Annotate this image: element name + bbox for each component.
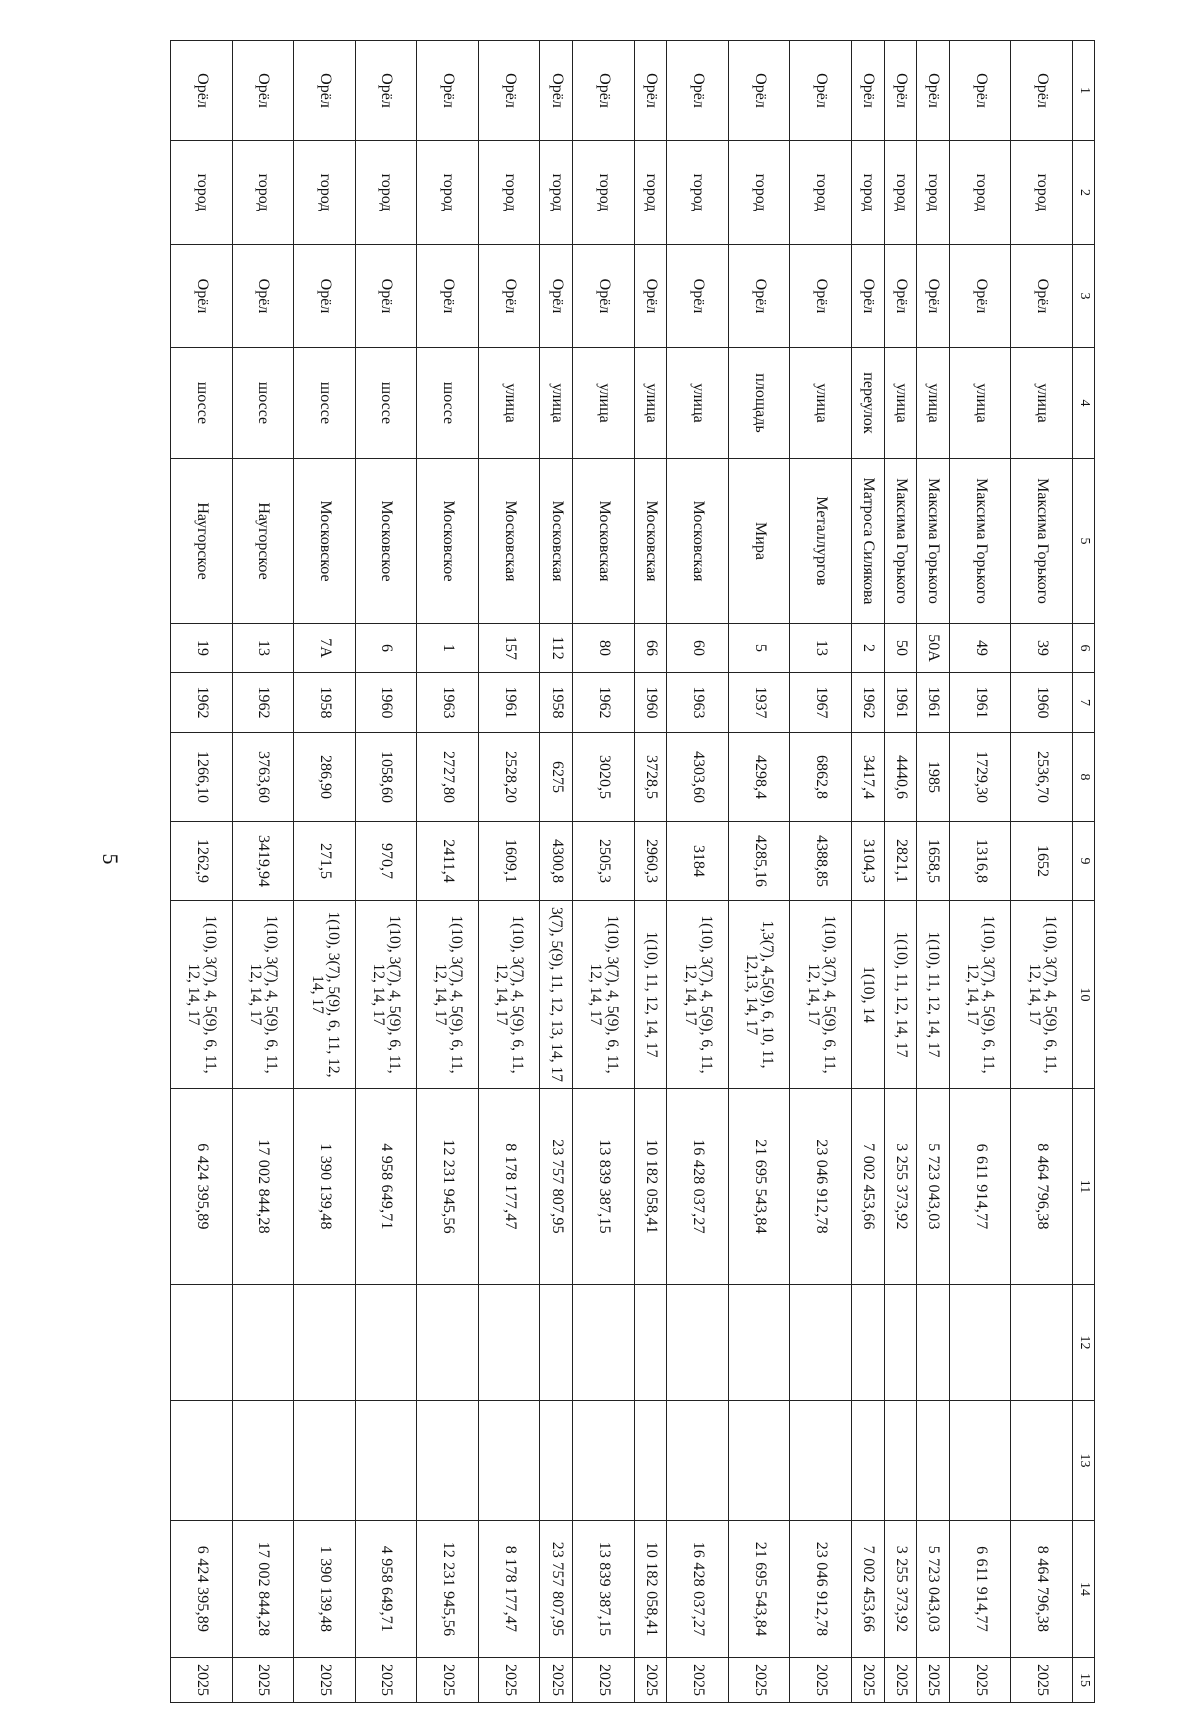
table-cell-col-9: 2960,3 (634, 822, 667, 901)
table-cell-col-13 (851, 1401, 884, 1521)
table-cell-col-14: 16 428 037,27 (667, 1521, 729, 1658)
table-cell-col-8: 4303,60 (667, 733, 729, 822)
table-cell-col-10: 1(10), 3(7), 5(9), 6, 11, 12, 14, 17 (294, 901, 356, 1089)
table-cell-col-2: город (634, 141, 667, 245)
table-cell-col-1: Орёл (1011, 41, 1073, 141)
table-cell-col-11: 5 723 043,03 (917, 1089, 950, 1285)
table-cell-col-3: Орёл (634, 245, 667, 348)
table-cell-col-11: 4 958 649,71 (355, 1089, 417, 1285)
table-cell-col-4: шоссе (171, 348, 233, 459)
table-cell-col-5: Московская (667, 459, 729, 624)
table-cell-col-7: 1962 (171, 673, 233, 733)
table-cell-col-7: 1963 (667, 673, 729, 733)
table-cell-col-4: шоссе (355, 348, 417, 459)
table-cell-col-8: 3020,5 (573, 733, 635, 822)
table-cell-col-2: город (949, 141, 1011, 245)
table-row (573, 41, 635, 1703)
table-cell-col-15: 2025 (232, 1658, 294, 1703)
table-cell-col-2: город (232, 141, 294, 245)
table-cell-col-4: шоссе (294, 348, 356, 459)
table-cell-col-9: 3184 (667, 822, 729, 901)
table-cell-col-2: город (667, 141, 729, 245)
table-cell-col-2: город (171, 141, 233, 245)
table-row (232, 41, 294, 1703)
table-cell-col-1: Орёл (851, 41, 884, 141)
table-cell-col-9: 1316,8 (949, 822, 1011, 901)
table-cell-col-11: 8 464 796,38 (1011, 1089, 1073, 1285)
table-cell-col-9: 2411,4 (417, 822, 479, 901)
table-cell-col-5: Металлургов (790, 459, 852, 624)
table-cell-col-14: 23 046 912,78 (790, 1521, 852, 1658)
table-cell-col-6: 7А (294, 624, 356, 673)
table-cell-col-5: Мира (728, 459, 790, 624)
table-cell-col-2: город (355, 141, 417, 245)
table-cell-col-8: 2536,70 (1011, 733, 1073, 822)
table-cell-col-10: 1,3(7), 4,5(9), 6, 10, 11, 12,13, 14, 17 (728, 901, 790, 1089)
table-cell-col-7: 1962 (851, 673, 884, 733)
table-cell-col-8: 3728,5 (634, 733, 667, 822)
table-cell-col-9: 970,7 (355, 822, 417, 901)
table-cell-col-7: 1961 (478, 673, 540, 733)
table-cell-col-9: 4388,85 (790, 822, 852, 901)
table-row (851, 41, 884, 1703)
table-cell-col-8: 3763,60 (232, 733, 294, 822)
table-cell-col-8: 2727,80 (417, 733, 479, 822)
table-cell-col-7: 1958 (294, 673, 356, 733)
table-row (634, 41, 667, 1703)
table-cell-col-1: Орёл (667, 41, 729, 141)
table-cell-col-12 (917, 1285, 950, 1401)
table-cell-col-4: улица (917, 348, 950, 459)
table-cell-col-5: Максима Горького (1011, 459, 1073, 624)
table-cell-col-14: 7 002 453,66 (851, 1521, 884, 1658)
table-cell-col-15: 2025 (540, 1658, 573, 1703)
table-cell-col-15: 2025 (851, 1658, 884, 1703)
table-cell-col-15: 2025 (294, 1658, 356, 1703)
table-cell-col-1: Орёл (355, 41, 417, 141)
table-cell-col-3: Орёл (573, 245, 635, 348)
table-cell-col-6: 112 (540, 624, 573, 673)
table-cell-col-2: город (884, 141, 917, 245)
table-cell-col-8: 4298,4 (728, 733, 790, 822)
table-cell-col-11: 7 002 453,66 (851, 1089, 884, 1285)
table-cell-col-11: 8 178 177,47 (478, 1089, 540, 1285)
table-cell-col-5: Московская (573, 459, 635, 624)
table-cell-col-9: 4285,16 (728, 822, 790, 901)
table-cell-col-3: Орёл (790, 245, 852, 348)
table-cell-col-3: Орёл (917, 245, 950, 348)
table-cell-col-2: город (540, 141, 573, 245)
table-cell-col-6: 49 (949, 624, 1011, 673)
table-cell-col-14: 4 958 649,71 (355, 1521, 417, 1658)
table-cell-col-13 (1011, 1401, 1073, 1521)
table-cell-col-9: 4300,8 (540, 822, 573, 901)
table-cell-col-12 (851, 1285, 884, 1401)
column-number-14: 14 (1073, 1521, 1095, 1658)
table-cell-col-3: Орёл (728, 245, 790, 348)
table-cell-col-3: Орёл (294, 245, 356, 348)
table-cell-col-6: 1 (417, 624, 479, 673)
table-cell-col-14: 8 464 796,38 (1011, 1521, 1073, 1658)
table-cell-col-8: 3417,4 (851, 733, 884, 822)
table-cell-col-2: город (417, 141, 479, 245)
table-cell-col-4: улица (1011, 348, 1073, 459)
table-cell-col-10: 1(10), 3(7), 4, 5(9), 6, 11, 12, 14, 17 (355, 901, 417, 1089)
table-cell-col-2: город (478, 141, 540, 245)
table-cell-col-13 (417, 1401, 479, 1521)
table-row (728, 41, 790, 1703)
table-cell-col-11: 23 757 807,95 (540, 1089, 573, 1285)
table-cell-col-10: 1(10), 3(7), 4, 5(9), 6, 11, 12, 14, 17 (1011, 901, 1073, 1089)
table-cell-col-3: Орёл (478, 245, 540, 348)
table-cell-col-2: город (573, 141, 635, 245)
table-cell-col-8: 1058,60 (355, 733, 417, 822)
table-cell-col-9: 1652 (1011, 822, 1073, 901)
table-cell-col-15: 2025 (790, 1658, 852, 1703)
table-cell-col-7: 1960 (355, 673, 417, 733)
table-cell-col-4: улица (478, 348, 540, 459)
table-cell-col-11: 21 695 543,84 (728, 1089, 790, 1285)
table-cell-col-8: 6275 (540, 733, 573, 822)
table-cell-col-11: 13 839 387,15 (573, 1089, 635, 1285)
table-cell-col-9: 271,5 (294, 822, 356, 901)
table-cell-col-3: Орёл (851, 245, 884, 348)
table-cell-col-1: Орёл (917, 41, 950, 141)
table-cell-col-4: улица (634, 348, 667, 459)
table-cell-col-14: 6 424 395,89 (171, 1521, 233, 1658)
table-cell-col-15: 2025 (634, 1658, 667, 1703)
table-cell-col-14: 17 002 844,28 (232, 1521, 294, 1658)
table-cell-col-8: 1729,30 (949, 733, 1011, 822)
table-cell-col-4: переулок (851, 348, 884, 459)
table-cell-col-10: 1(10), 3(7), 4, 5(9), 6, 11, 12, 14, 17 (232, 901, 294, 1089)
table-cell-col-14: 12 231 945,56 (417, 1521, 479, 1658)
table-cell-col-12 (1011, 1285, 1073, 1401)
table-cell-col-10: 1(10), 3(7), 4, 5(9), 6, 11, 12, 14, 17 (573, 901, 635, 1089)
table-cell-col-2: город (790, 141, 852, 245)
column-number-9: 9 (1073, 822, 1095, 901)
table-cell-col-4: улица (949, 348, 1011, 459)
table-cell-col-15: 2025 (728, 1658, 790, 1703)
table-cell-col-9: 1658,5 (917, 822, 950, 901)
page-number: 5 (98, 853, 123, 865)
table-cell-col-6: 50 (884, 624, 917, 673)
table-cell-col-1: Орёл (478, 41, 540, 141)
table-cell-col-10: 1(10), 3(7), 4, 5(9), 6, 11, 12, 14, 17 (949, 901, 1011, 1089)
table-cell-col-3: Орёл (171, 245, 233, 348)
table-cell-col-4: улица (667, 348, 729, 459)
table-cell-col-5: Наугорское (171, 459, 233, 624)
table-cell-col-15: 2025 (478, 1658, 540, 1703)
table-cell-col-1: Орёл (728, 41, 790, 141)
table-row (355, 41, 417, 1703)
table-cell-col-13 (884, 1401, 917, 1521)
table-cell-col-13 (294, 1401, 356, 1521)
table-cell-col-1: Орёл (634, 41, 667, 141)
table-cell-col-9: 1609,1 (478, 822, 540, 901)
table-cell-col-15: 2025 (355, 1658, 417, 1703)
table-cell-col-13 (667, 1401, 729, 1521)
table-cell-col-3: Орёл (540, 245, 573, 348)
table-row (667, 41, 729, 1703)
table-cell-col-12 (949, 1285, 1011, 1401)
table-cell-col-1: Орёл (232, 41, 294, 141)
column-number-6: 6 (1073, 624, 1095, 673)
column-number-3: 3 (1073, 245, 1095, 348)
table-cell-col-9: 2505,3 (573, 822, 635, 901)
table-cell-col-7: 1961 (949, 673, 1011, 733)
table-cell-col-15: 2025 (573, 1658, 635, 1703)
table-cell-col-12 (634, 1285, 667, 1401)
column-number-2: 2 (1073, 141, 1095, 245)
table-row (478, 41, 540, 1703)
table-cell-col-15: 2025 (1011, 1658, 1073, 1703)
table-cell-col-1: Орёл (294, 41, 356, 141)
table-cell-col-10: 1(10), 3(7), 4, 5(9), 6, 11, 12, 14, 17 (417, 901, 479, 1089)
table-cell-col-13 (917, 1401, 950, 1521)
table-body (171, 41, 1073, 1703)
table-cell-col-7: 1960 (634, 673, 667, 733)
table-cell-col-13 (478, 1401, 540, 1521)
table-cell-col-6: 60 (667, 624, 729, 673)
table-cell-col-5: Московское (294, 459, 356, 624)
table-cell-col-7: 1961 (917, 673, 950, 733)
table-cell-col-10: 1(10), 3(7), 4, 5(9), 6, 11, 12, 14, 17 (667, 901, 729, 1089)
table-cell-col-8: 4440,6 (884, 733, 917, 822)
table-cell-col-6: 2 (851, 624, 884, 673)
table-cell-col-10: 1(10), 3(7), 4, 5(9), 6, 11, 12, 14, 17 (478, 901, 540, 1089)
table-cell-col-6: 13 (790, 624, 852, 673)
table-cell-col-1: Орёл (949, 41, 1011, 141)
table-cell-col-6: 50А (917, 624, 950, 673)
table-cell-col-13 (171, 1401, 233, 1521)
table-cell-col-5: Максима Горького (917, 459, 950, 624)
table-cell-col-11: 6 424 395,89 (171, 1089, 233, 1285)
table-row (540, 41, 573, 1703)
table-row (917, 41, 950, 1703)
capital-repair-table (170, 40, 1095, 1703)
table-cell-col-5: Московское (355, 459, 417, 624)
column-number-4: 4 (1073, 348, 1095, 459)
table-cell-col-8: 6862,8 (790, 733, 852, 822)
table-cell-col-12 (884, 1285, 917, 1401)
table-cell-col-9: 3104,3 (851, 822, 884, 901)
table-row (884, 41, 917, 1703)
table-cell-col-12 (728, 1285, 790, 1401)
table-cell-col-10: 3(7), 5(9), 11, 12, 13, 14, 17 (540, 901, 573, 1089)
table-cell-col-5: Матроса Силякова (851, 459, 884, 624)
table-cell-col-6: 5 (728, 624, 790, 673)
table-cell-col-11: 10 182 058,41 (634, 1089, 667, 1285)
table-row (949, 41, 1011, 1703)
table-cell-col-15: 2025 (949, 1658, 1011, 1703)
table-cell-col-2: город (728, 141, 790, 245)
column-number-10: 10 (1073, 901, 1095, 1089)
table-cell-col-5: Наугорское (232, 459, 294, 624)
table-cell-col-14: 6 611 914,77 (949, 1521, 1011, 1658)
table-cell-col-6: 19 (171, 624, 233, 673)
table-cell-col-7: 1937 (728, 673, 790, 733)
table-cell-col-8: 2528,20 (478, 733, 540, 822)
table-cell-col-3: Орёл (884, 245, 917, 348)
table-cell-col-12 (294, 1285, 356, 1401)
table-cell-col-4: улица (540, 348, 573, 459)
column-number-8: 8 (1073, 733, 1095, 822)
table-cell-col-7: 1960 (1011, 673, 1073, 733)
table-cell-col-14: 21 695 543,84 (728, 1521, 790, 1658)
table-cell-col-14: 13 839 387,15 (573, 1521, 635, 1658)
table-row (1011, 41, 1073, 1703)
table-row (790, 41, 852, 1703)
table-cell-col-5: Московское (417, 459, 479, 624)
table-cell-col-6: 66 (634, 624, 667, 673)
table-cell-col-12 (355, 1285, 417, 1401)
table-cell-col-12 (478, 1285, 540, 1401)
table-cell-col-12 (232, 1285, 294, 1401)
table-cell-col-1: Орёл (573, 41, 635, 141)
table-cell-col-13 (634, 1401, 667, 1521)
table-cell-col-6: 80 (573, 624, 635, 673)
table-cell-col-14: 10 182 058,41 (634, 1521, 667, 1658)
table-cell-col-4: улица (884, 348, 917, 459)
table-cell-col-12 (573, 1285, 635, 1401)
table-cell-col-4: шоссе (232, 348, 294, 459)
table-cell-col-7: 1963 (417, 673, 479, 733)
table-cell-col-9: 3419,94 (232, 822, 294, 901)
table-cell-col-2: город (1011, 141, 1073, 245)
table-cell-col-3: Орёл (667, 245, 729, 348)
table-cell-col-12 (790, 1285, 852, 1401)
table-cell-col-3: Орёл (417, 245, 479, 348)
table-cell-col-11: 23 046 912,78 (790, 1089, 852, 1285)
table-cell-col-1: Орёл (540, 41, 573, 141)
table-cell-col-7: 1962 (573, 673, 635, 733)
table-cell-col-15: 2025 (171, 1658, 233, 1703)
table-cell-col-14: 3 255 373,92 (884, 1521, 917, 1658)
table-cell-col-8: 1985 (917, 733, 950, 822)
column-number-7: 7 (1073, 673, 1095, 733)
table-cell-col-4: улица (573, 348, 635, 459)
table-cell-col-13 (232, 1401, 294, 1521)
column-number-1: 1 (1073, 41, 1095, 141)
column-number-13: 13 (1073, 1401, 1095, 1521)
table-cell-col-3: Орёл (232, 245, 294, 348)
table-cell-col-5: Московская (478, 459, 540, 624)
table-cell-col-3: Орёл (355, 245, 417, 348)
table-cell-col-1: Орёл (417, 41, 479, 141)
table-cell-col-1: Орёл (884, 41, 917, 141)
table-cell-col-10: 1(10), 11, 12, 14, 17 (884, 901, 917, 1089)
column-number-5: 5 (1073, 459, 1095, 624)
rotated-table-frame (170, 40, 1095, 1696)
table-cell-col-11: 17 002 844,28 (232, 1089, 294, 1285)
table-cell-col-11: 6 611 914,77 (949, 1089, 1011, 1285)
table-cell-col-14: 23 757 807,95 (540, 1521, 573, 1658)
table-cell-col-9: 2821,1 (884, 822, 917, 901)
table-cell-col-8: 286,90 (294, 733, 356, 822)
table-cell-col-5: Максима Горького (884, 459, 917, 624)
table-cell-col-7: 1958 (540, 673, 573, 733)
table-cell-col-10: 1(10), 11, 12, 14, 17 (917, 901, 950, 1089)
table-cell-col-13 (949, 1401, 1011, 1521)
column-number-11: 11 (1073, 1089, 1095, 1285)
table-cell-col-12 (667, 1285, 729, 1401)
column-number-row (1073, 41, 1095, 1703)
table-cell-col-12 (540, 1285, 573, 1401)
table-cell-col-3: Орёл (1011, 245, 1073, 348)
table-cell-col-6: 157 (478, 624, 540, 673)
table-cell-col-10: 1(10), 3(7), 4, 5(9), 6, 11, 12, 14, 17 (171, 901, 233, 1089)
table-cell-col-14: 5 723 043,03 (917, 1521, 950, 1658)
table-cell-col-11: 1 390 139,48 (294, 1089, 356, 1285)
table-cell-col-15: 2025 (917, 1658, 950, 1703)
table-cell-col-1: Орёл (790, 41, 852, 141)
table-cell-col-7: 1962 (232, 673, 294, 733)
table-cell-col-2: город (917, 141, 950, 245)
table-cell-col-13 (728, 1401, 790, 1521)
table-cell-col-10: 1(10), 3(7), 4, 5(9), 6, 11, 12, 14, 17 (790, 901, 852, 1089)
table-cell-col-10: 1(10), 11, 12, 14, 17 (634, 901, 667, 1089)
table-cell-col-11: 16 428 037,27 (667, 1089, 729, 1285)
table-cell-col-13 (355, 1401, 417, 1521)
table-cell-col-6: 13 (232, 624, 294, 673)
table-cell-col-12 (171, 1285, 233, 1401)
table-cell-col-6: 39 (1011, 624, 1073, 673)
table-cell-col-4: улица (790, 348, 852, 459)
column-number-12: 12 (1073, 1285, 1095, 1401)
table-cell-col-5: Московская (634, 459, 667, 624)
table-cell-col-3: Орёл (949, 245, 1011, 348)
table-cell-col-10: 1(10), 14 (851, 901, 884, 1089)
table-cell-col-11: 12 231 945,56 (417, 1089, 479, 1285)
table-cell-col-14: 8 178 177,47 (478, 1521, 540, 1658)
table-cell-col-11: 3 255 373,92 (884, 1089, 917, 1285)
table-cell-col-4: шоссе (417, 348, 479, 459)
table-cell-col-13 (573, 1401, 635, 1521)
column-number-15: 15 (1073, 1658, 1095, 1703)
table-cell-col-9: 1262,9 (171, 822, 233, 901)
table-cell-col-13 (790, 1401, 852, 1521)
table-cell-col-5: Московская (540, 459, 573, 624)
table-cell-col-1: Орёл (171, 41, 233, 141)
table-row (294, 41, 356, 1703)
table-cell-col-15: 2025 (417, 1658, 479, 1703)
table-cell-col-5: Максима Горького (949, 459, 1011, 624)
table-cell-col-2: город (294, 141, 356, 245)
table-cell-col-7: 1967 (790, 673, 852, 733)
table-cell-col-6: 6 (355, 624, 417, 673)
table-cell-col-2: город (851, 141, 884, 245)
table-cell-col-4: площадь (728, 348, 790, 459)
table-cell-col-12 (417, 1285, 479, 1401)
table-row (417, 41, 479, 1703)
table-cell-col-15: 2025 (884, 1658, 917, 1703)
table-cell-col-15: 2025 (667, 1658, 729, 1703)
table-cell-col-7: 1961 (884, 673, 917, 733)
table-cell-col-14: 1 390 139,48 (294, 1521, 356, 1658)
table-cell-col-13 (540, 1401, 573, 1521)
table-row (171, 41, 233, 1703)
table-cell-col-8: 1266,10 (171, 733, 233, 822)
